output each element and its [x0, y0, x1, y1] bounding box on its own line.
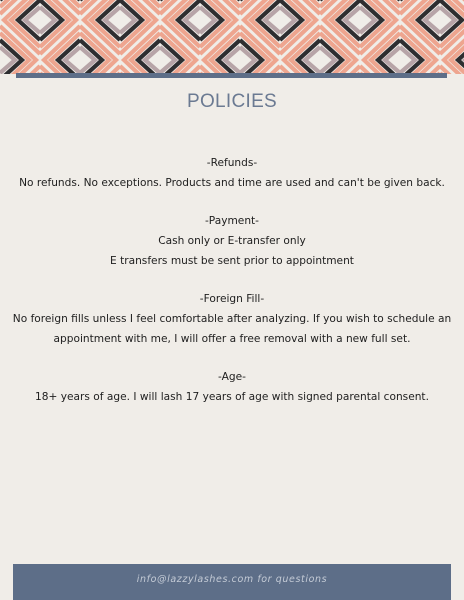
footer-bar	[13, 564, 451, 600]
payment-text-2: E transfers must be sent prior to appointment	[110, 255, 354, 267]
refunds-heading: -Refunds-	[206, 157, 258, 169]
header-divider	[16, 73, 447, 78]
foreign-fill-heading: -Foreign Fill-	[199, 293, 265, 305]
refunds-text: No refunds. No exceptions. Products and time are used and can't be given back.	[19, 177, 445, 189]
age-text: 18+ years of age. I will lash 17 years of age with signed parental consent.	[35, 391, 429, 403]
foreign-fill-text: No foreign fills unless I feel comfortable after analyzing. If you wish to schedule an appointment with me, I will offer a free removal with a new full set.	[12, 313, 452, 345]
page-title: POLICIES	[186, 91, 278, 112]
refunds-section	[0, 153, 464, 193]
policies-content	[0, 153, 464, 425]
payment-heading: -Payment-	[204, 215, 260, 227]
age-heading: -Age-	[218, 371, 246, 383]
payment-text-1: Cash only or E-transfer only	[158, 235, 306, 247]
chevron-pattern-banner	[0, 0, 464, 74]
age-section	[0, 367, 464, 407]
contact-email-text: info@lazzylashes.com for questions	[136, 574, 328, 585]
foreign-fill-section	[0, 289, 464, 349]
payment-section	[0, 211, 464, 271]
